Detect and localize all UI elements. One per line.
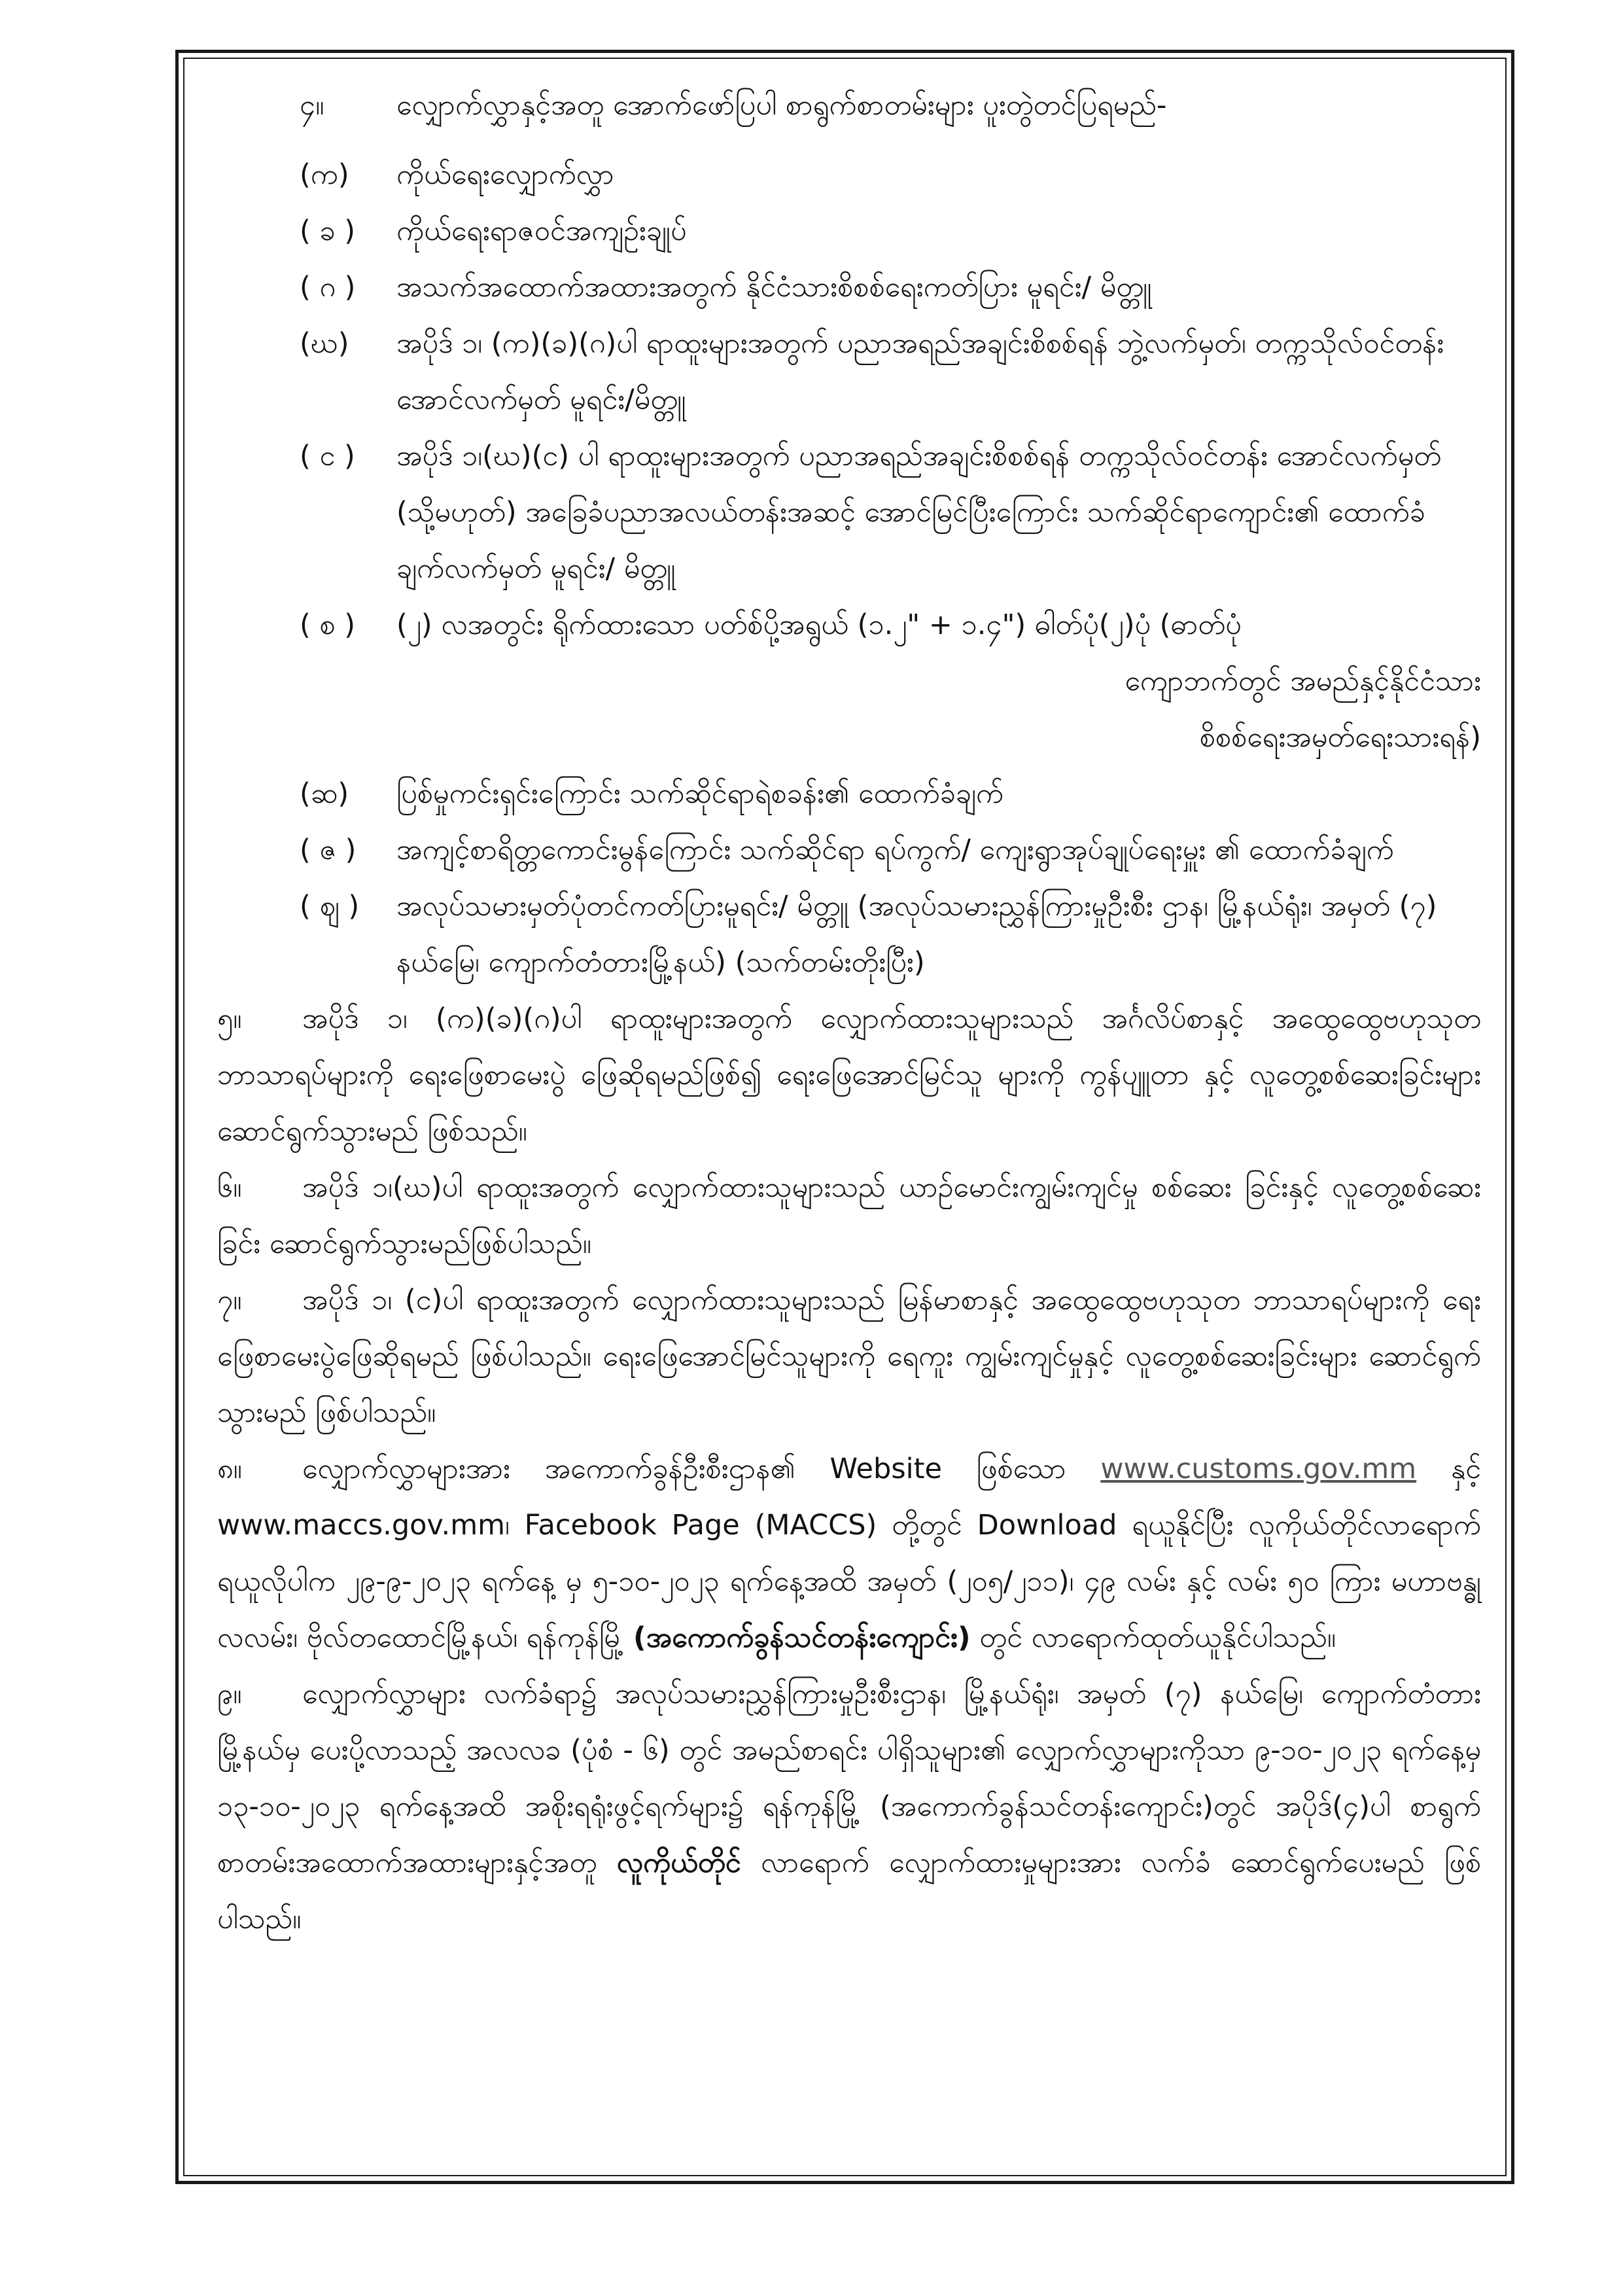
section-number: ၇။ <box>217 1284 242 1316</box>
list-item-label: (က) <box>300 158 349 191</box>
section-text: လာရောက် လျှောက်ထားမှုများအား လက်ခံ ဆောင်ရွက်ပေးမည် ဖြစ်ပါသည်။ <box>217 1846 1482 1935</box>
list-item-text: အကျင့်စာရိတ္တကောင်းမွန်ကြောင်း သက်ဆိုင်ရာ ရပ်ကွက်/ ကျေးရွာအုပ်ချုပ်ရေးမှူး ၏ ထောက်ခံချက် <box>396 834 1394 866</box>
list-item-text: အပိုဒ် ၁၊ (က)(ခ)(ဂ)ပါ ရာထူးများအတွက် ပညာအရည်အချင်းစိစစ်ရန် ဘွဲ့လက်မှတ်၊ တက္ကသိုလ်ဝင်တန်း အောင်လက်မှတ် မူရင်း/မိတ္တူ <box>396 327 1444 416</box>
list-item-label: ( စ ) <box>300 609 356 641</box>
section-text: လျှောက်လွှာများ လက်ခံရာ၌ အလုပ်သမားညွှန်ကြားမှုဦးစီးဌာန၊ မြို့နယ်ရုံး၊ အမှတ် (၇) နယ်မြေ၊ ကျောက်တံတားမြို့နယ်မှ ပေးပို့လာသည့် အလလခ (ပုံစံ - ၆) တွင် အမည်စာရင်း ပါရှိသူများ၏ လျှောက်လွှာများကိုသာ ၉-၁၀-၂၀၂၃ ရက်နေ့မှ ၁၃-၁၀-၂၀၂၃ ရက်နေ့အထိ အစိုးရရုံးဖွင့်ရက်များ၌ ရန်ကုန်မြို့ (အကောက်ခွန်သင်တန်းကျောင်း)တွင် အပိုဒ်(၄)ပါ စာရွက် စာတမ်းအထောက်အထားများနှင့်အတူ <box>217 1678 1481 1879</box>
section-text-bold: (အကောက်ခွန်သင်တန်းကျောင်း) <box>633 1621 971 1654</box>
list-item <box>300 315 1481 428</box>
list-item-continuation: စိစစ်ရေးအမှတ်ရေးသားရန်) <box>1199 721 1481 754</box>
section-text: အပိုဒ် ၁၊(ဃ)ပါ ရာထူးအတွက် လျှောက်ထားသူများသည် ယာဉ်မောင်းကျွမ်းကျင်မှု စစ်ဆေး ခြင်းနှင့် လူတွေ့စစ်ဆေးခြင်း ဆောင်ရွက်သွားမည်ဖြစ်ပါသည်။ <box>217 1171 1481 1260</box>
list-item-text: အပိုဒ် ၁၊(ဃ)(င) ပါ ရာထူးများအတွက် ပညာအရည်အချင်းစိစစ်ရန် တက္ကသိုလ်ဝင်တန်း အောင်လက်မှတ် (သို့မဟုတ်) အခြေခံပညာအလယ်တန်းအဆင့် အောင်မြင်ပြီးကြောင်း သက်ဆိုင်ရာကျောင်း၏ ထောက်ခံချက်လက်မှတ် မူရင်း/ မိတ္တူ <box>396 440 1442 585</box>
section-number: ၄။ <box>300 89 324 122</box>
list-item-text: ကိုယ်ရေးလျှောက်လွှာ <box>396 158 614 191</box>
section-number: ၅။ <box>217 1002 242 1035</box>
section-number: ၆။ <box>217 1171 242 1204</box>
list-item-label: (ဃ) <box>300 327 349 360</box>
list-item-label: ( ဇ ) <box>300 834 357 866</box>
list-item <box>300 822 1481 878</box>
list-item <box>300 147 1481 203</box>
list-item <box>300 203 1481 259</box>
list-item-text: ပြစ်မှုကင်းရှင်းကြောင်း သက်ဆိုင်ရာရဲစခန်း၏ ထောက်ခံချက် <box>396 777 1003 810</box>
section-text: နှင့် www.maccs.gov.mm၊ Facebook Page (MACCS) တို့တွင် Download ရယူနိုင်ပြီး လူကိုယ်တိုင်လာရောက် ရယူလိုပါက ၂၉-၉-၂၀၂၃ ရက်နေ့ မှ ၅-၁၀-၂၀၂၃ ရက်နေ့အထိ အမှတ် (၂၀၅/၂၁၁)၊ ၄၉ လမ်း နှင့် လမ်း ၅၀ ကြား မဟာဗန္ဓုလလမ်း၊ ဗိုလ်တထောင်မြို့နယ်၊ ရန်ကုန်မြို့ <box>217 1453 1481 1654</box>
customs-website-link[interactable]: www.customs.gov.mm <box>1100 1453 1417 1485</box>
section-number: ၈။ <box>217 1453 242 1485</box>
list-item-label: (ဆ) <box>300 777 349 810</box>
list-item <box>300 878 1481 991</box>
list-item-text: အသက်အထောက်အထားအတွက် နိုင်ငံသားစိစစ်ရေးကတ်ပြား မူရင်း/ မိတ္တူ <box>396 271 1152 304</box>
list-item-text: ကိုယ်ရေးရာဇဝင်အကျဉ်းချုပ် <box>396 215 687 247</box>
list-item <box>300 766 1481 822</box>
section-9-paragraph <box>217 1666 1481 1947</box>
list-item-continuation: ကျောဘက်တွင် အမည်နှင့်နိုင်ငံသား <box>1125 665 1481 698</box>
section-text: လျှောက်လွှာနှင့်အတူ အောက်ဖော်ပြပါ စာရွက်စာတမ်းများ ပူးတွဲတင်ပြရမည်- <box>396 89 1167 122</box>
list-item-label: ( ဂ ) <box>300 271 356 304</box>
section-7-paragraph <box>217 1272 1481 1441</box>
section-8-paragraph <box>217 1441 1481 1666</box>
section-5-paragraph <box>217 991 1481 1159</box>
document-body <box>217 77 1481 1947</box>
section-6-paragraph <box>217 1159 1481 1272</box>
list-item-text: အလုပ်သမားမှတ်ပုံတင်ကတ်ပြားမူရင်း/ မိတ္တူ (အလုပ်သမားညွှန်ကြားမှုဦးစီး ဌာန၊ မြို့နယ်ရုံး၊ အမှတ် (၇) နယ်မြေ၊ ကျောက်တံတားမြို့နယ်) (သက်တမ်းတိုးပြီး) <box>396 890 1437 979</box>
list-item <box>300 428 1481 597</box>
list-item-label: ( င ) <box>300 440 355 472</box>
list-item-text-line: (၂) လအတွင်း ရိုက်ထားသော ပတ်စ်ပို့အရွယ် (၁.၂" + ၁.၄") ဓါတ်ပုံ(၂)ပုံ (ဓာတ်ပုံ <box>396 609 1242 641</box>
list-item <box>300 259 1481 315</box>
section-text: အပိုဒ် ၁၊ (က)(ခ)(ဂ)ပါ ရာထူးများအတွက် လျှောက်ထားသူများသည် အင်္ဂလိပ်စာနှင့် အထွေထွေဗဟုသုတ ဘာသာရပ်များကို ရေးဖြေစာမေးပွဲ ဖြေဆိုရမည်ဖြစ်၍ ရေးဖြေအောင်မြင်သူ များကို ကွန်ပျူတာ နှင့် လူတွေ့စစ်ဆေးခြင်းများ ဆောင်ရွက်သွားမည် ဖြစ်သည်။ <box>217 1002 1481 1148</box>
list-item-label: ( ဈ ) <box>300 890 360 923</box>
list-item-text <box>396 597 1481 766</box>
section-text: အပိုဒ် ၁၊ (င)ပါ ရာထူးအတွက် လျှောက်ထားသူများသည် မြန်မာစာနှင့် အထွေထွေဗဟုသုတ ဘာသာရပ်များကို ရေးဖြေစာမေးပွဲဖြေဆိုရမည် ဖြစ်ပါသည်။ ရေးဖြေအောင်မြင်သူများကို ရေကူး ကျွမ်းကျင်မှုနှင့် လူတွေ့စစ်ဆေးခြင်းများ ဆောင်ရွက်သွားမည် ဖြစ်ပါသည်။ <box>217 1284 1481 1429</box>
section-text: လျှောက်လွှာများအား အကောက်ခွန်ဦးစီးဌာန၏ Website ဖြစ်သော <box>302 1453 1101 1485</box>
section-text: တွင် လာရောက်ထုတ်ယူနိုင်ပါသည်။ <box>970 1621 1336 1654</box>
list-item-label: ( ခ ) <box>300 215 356 247</box>
required-documents-list <box>217 147 1481 991</box>
section-number: ၉။ <box>217 1678 242 1710</box>
list-item <box>300 597 1481 766</box>
section-4-heading <box>300 77 1481 133</box>
section-text-bold: လူကိုယ်တိုင် <box>616 1846 741 1879</box>
